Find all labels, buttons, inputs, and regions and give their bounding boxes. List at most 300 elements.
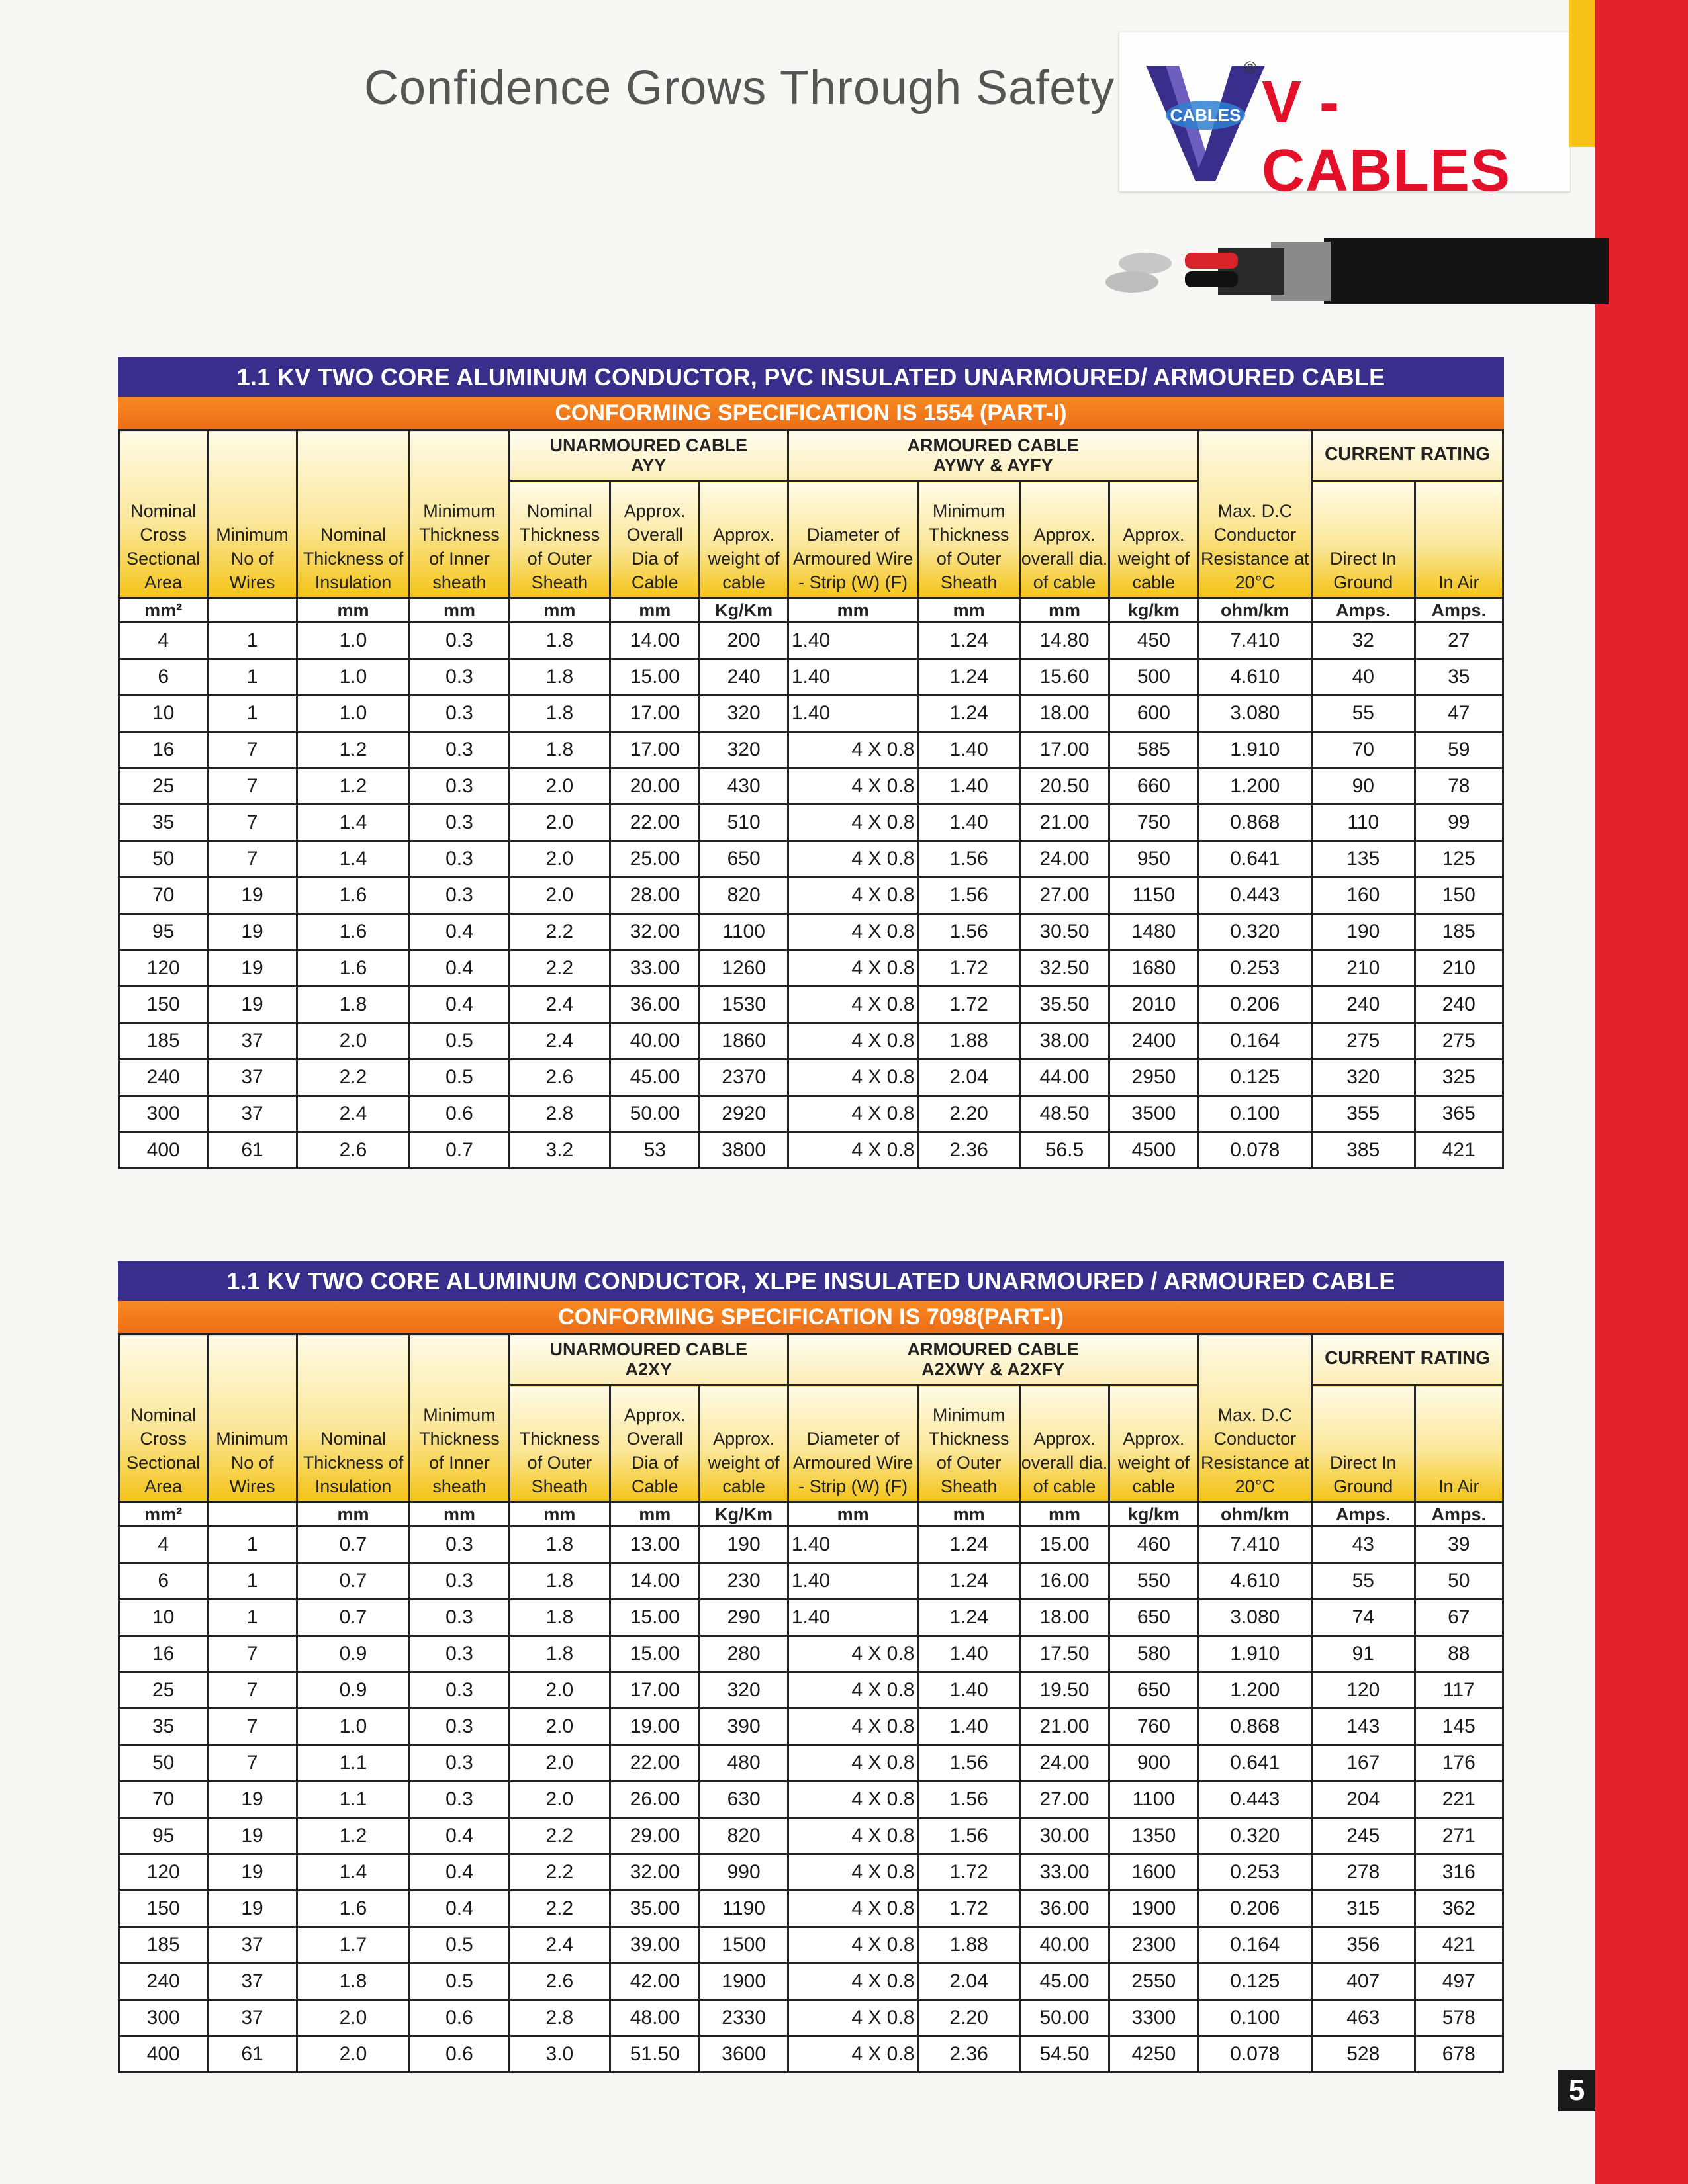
table-cell: 400: [119, 1132, 208, 1169]
table-cell: 1.72: [918, 950, 1019, 987]
table-cell: 15.00: [610, 1600, 700, 1636]
table-cell: 4 X 0.8: [788, 1891, 918, 1927]
table-cell: 3.0: [509, 2036, 610, 2073]
table-cell: 4: [119, 1527, 208, 1563]
table-cell: 0.3: [410, 768, 509, 805]
table-cell: 45.00: [1019, 1964, 1109, 2000]
table-cell: 32: [1312, 623, 1415, 659]
table-cell: 22.00: [610, 1745, 700, 1782]
table-cell: 4 X 0.8: [788, 1060, 918, 1096]
table-cell: 0.3: [410, 732, 509, 768]
table-cell: 1.56: [918, 914, 1019, 950]
table-cell: 27: [1415, 623, 1503, 659]
table-cell: 150: [119, 987, 208, 1023]
table-cell: 1.8: [509, 1563, 610, 1600]
table-cell: 3.080: [1198, 1600, 1311, 1636]
table-cell: 0.5: [410, 1060, 509, 1096]
table-cell: 1.4: [297, 1854, 409, 1891]
table-row: [119, 1636, 1503, 1672]
table-cell: 48.00: [610, 2000, 700, 2036]
table-cell: 1.0: [297, 696, 409, 732]
table-row: [119, 841, 1503, 878]
table-cell: 1.24: [918, 1527, 1019, 1563]
table-cell: 1350: [1109, 1818, 1198, 1854]
table-cell: 1.40: [788, 623, 918, 659]
table-cell: 0.9: [297, 1636, 409, 1672]
table-cell: 210: [1415, 950, 1503, 987]
table-cell: 990: [700, 1854, 788, 1891]
unit-cell: mm: [509, 598, 610, 623]
table-cell: 1.4: [297, 841, 409, 878]
table-cell: 0.7: [297, 1600, 409, 1636]
table-cell: 2.2: [509, 1854, 610, 1891]
table-row: [119, 2036, 1503, 2073]
table-row: [119, 987, 1503, 1023]
table-cell: 4: [119, 623, 208, 659]
table-cell: 1.8: [509, 732, 610, 768]
table-cell: 0.4: [410, 950, 509, 987]
table-cell: 362: [1415, 1891, 1503, 1927]
table-cell: 240: [700, 659, 788, 696]
table-cell: 4 X 0.8: [788, 1964, 918, 2000]
table-cell: 271: [1415, 1818, 1503, 1854]
table-cell: 0.7: [297, 1527, 409, 1563]
table-cell: 35: [119, 805, 208, 841]
table-cell: 6: [119, 1563, 208, 1600]
col-inner-sheath: Minimum Thickness of Inner sheath: [410, 1334, 509, 1502]
table-cell: 4 X 0.8: [788, 732, 918, 768]
col-arm-outer-sheath: Minimum Thickness of Outer Sheath: [918, 1385, 1019, 1502]
table-cell: 0.6: [410, 2000, 509, 2036]
unit-cell: [208, 598, 297, 623]
table-cell: 1.8: [297, 987, 409, 1023]
group-armoured: [788, 1334, 1198, 1385]
unit-cell: mm: [1019, 598, 1109, 623]
table-cell: 1.6: [297, 950, 409, 987]
table-cell: 0.641: [1198, 841, 1311, 878]
table-cell: 1: [208, 659, 297, 696]
table-cell: 19: [208, 1818, 297, 1854]
table-cell: 550: [1109, 1563, 1198, 1600]
table-cell: 10: [119, 1600, 208, 1636]
table-cell: 33.00: [1019, 1854, 1109, 1891]
table-cell: 1.7: [297, 1927, 409, 1964]
table-cell: 1600: [1109, 1854, 1198, 1891]
table-cell: 0.443: [1198, 878, 1311, 914]
table-cell: 99: [1415, 805, 1503, 841]
table-cell: 2.04: [918, 1964, 1019, 2000]
table-cell: 28.00: [610, 878, 700, 914]
table-cell: 1.2: [297, 1818, 409, 1854]
table-cell: 4250: [1109, 2036, 1198, 2073]
table-cell: 190: [700, 1527, 788, 1563]
table-cell: 0.6: [410, 2036, 509, 2073]
table-cell: 1.56: [918, 1745, 1019, 1782]
table-cell: 39: [1415, 1527, 1503, 1563]
table-cell: 36.00: [610, 987, 700, 1023]
col-insulation: Nominal Thickness of Insulation: [297, 1334, 409, 1502]
table-cell: 1: [208, 696, 297, 732]
table-row: [119, 1964, 1503, 2000]
table-cell: 30.50: [1019, 914, 1109, 950]
table-cell: 4 X 0.8: [788, 1096, 918, 1132]
table-cell: 1.8: [509, 696, 610, 732]
table-cell: 1680: [1109, 950, 1198, 987]
table-cell: 35.50: [1019, 987, 1109, 1023]
table-cell: 280: [700, 1636, 788, 1672]
table-cell: 1.0: [297, 623, 409, 659]
table-cell: 45.00: [610, 1060, 700, 1096]
table-cell: 2.0: [509, 878, 610, 914]
table-cell: 230: [700, 1563, 788, 1600]
table-cell: 1.56: [918, 1818, 1019, 1854]
table-cell: 1.24: [918, 659, 1019, 696]
table-cell: 0.868: [1198, 805, 1311, 841]
table-cell: 1.72: [918, 1854, 1019, 1891]
table-cell: 15.60: [1019, 659, 1109, 696]
table-cell: 240: [1312, 987, 1415, 1023]
table-cell: 1.8: [509, 659, 610, 696]
table-cell: 59: [1415, 732, 1503, 768]
table-cell: 1900: [700, 1964, 788, 2000]
table-row: [119, 1527, 1503, 1563]
table-cell: 275: [1312, 1023, 1415, 1060]
table-cell: 510: [700, 805, 788, 841]
table-cell: 2.4: [297, 1096, 409, 1132]
table-cell: 1: [208, 623, 297, 659]
table-cell: 0.4: [410, 1818, 509, 1854]
col-resistance: Max. D.C Conductor Resistance at 20°C: [1198, 1334, 1311, 1502]
unit-cell: mm: [788, 1502, 918, 1527]
table-cell: 950: [1109, 841, 1198, 878]
unit-cell: mm²: [119, 1502, 208, 1527]
group-unarmoured: [509, 430, 788, 481]
unit-cell: [208, 1502, 297, 1527]
table-cell: 0.3: [410, 1709, 509, 1745]
table-cell: 1900: [1109, 1891, 1198, 1927]
table-cell: 44.00: [1019, 1060, 1109, 1096]
unit-cell: Kg/Km: [700, 1502, 788, 1527]
table-cell: 4 X 0.8: [788, 914, 918, 950]
table-cell: 0.3: [410, 1600, 509, 1636]
table-cell: 1260: [700, 950, 788, 987]
table-cell: 2.36: [918, 1132, 1019, 1169]
unit-cell: Amps.: [1415, 598, 1503, 623]
table-cell: 21.00: [1019, 805, 1109, 841]
table-cell: 2.6: [509, 1060, 610, 1096]
table-cell: 1.910: [1198, 732, 1311, 768]
table-cell: 18.00: [1019, 696, 1109, 732]
table-cell: 185: [1415, 914, 1503, 950]
table-cell: 2.0: [297, 1023, 409, 1060]
table-cell: 356: [1312, 1927, 1415, 1964]
table-cell: 7: [208, 1672, 297, 1709]
table-cell: 1.40: [788, 696, 918, 732]
table-cell: 120: [1312, 1672, 1415, 1709]
table-cell: 1.24: [918, 1563, 1019, 1600]
table-cell: 53: [610, 1132, 700, 1169]
unit-cell: mm: [410, 598, 509, 623]
table-cell: 0.125: [1198, 1964, 1311, 2000]
table-cell: 290: [700, 1600, 788, 1636]
table-cell: 70: [119, 1782, 208, 1818]
table-cell: 275: [1415, 1023, 1503, 1060]
table-cell: 36.00: [1019, 1891, 1109, 1927]
table-cell: 40.00: [610, 1023, 700, 1060]
table-cell: 2.2: [509, 950, 610, 987]
table-cell: 900: [1109, 1745, 1198, 1782]
pvc-cable-spec-table: [118, 357, 1504, 1169]
table-cell: 25: [119, 768, 208, 805]
unit-cell: mm: [918, 1502, 1019, 1527]
table2-subtitle: CONFORMING SPECIFICATION IS 7098(PART-I): [118, 1301, 1504, 1333]
unit-cell: ohm/km: [1198, 598, 1311, 623]
table-cell: 7: [208, 732, 297, 768]
table-cell: 2.2: [509, 1818, 610, 1854]
table-cell: 678: [1415, 2036, 1503, 2073]
table-cell: 0.100: [1198, 1096, 1311, 1132]
col-wires: Minimum No of Wires: [208, 430, 297, 598]
table-cell: 2.6: [509, 1964, 610, 2000]
table-cell: 580: [1109, 1636, 1198, 1672]
table-cell: 0.164: [1198, 1927, 1311, 1964]
table1-subtitle: CONFORMING SPECIFICATION IS 1554 (PART-I): [118, 397, 1504, 429]
table-cell: 1190: [700, 1891, 788, 1927]
table-cell: 0.443: [1198, 1782, 1311, 1818]
table-cell: 1.0: [297, 659, 409, 696]
table-cell: 2.20: [918, 2000, 1019, 2036]
unit-cell: mm: [610, 1502, 700, 1527]
table-cell: 4 X 0.8: [788, 987, 918, 1023]
table-cell: 0.5: [410, 1927, 509, 1964]
table-cell: 120: [119, 950, 208, 987]
table-cell: 1.1: [297, 1745, 409, 1782]
table-cell: 1.4: [297, 805, 409, 841]
table-cell: 1.40: [788, 1563, 918, 1600]
table1-title: 1.1 KV TWO CORE ALUMINUM CONDUCTOR, PVC INSULATED UNARMOURED/ ARMOURED CABLE: [118, 357, 1504, 397]
table-cell: 1.56: [918, 841, 1019, 878]
col-arm-overall-dia: Approx. overall dia. of cable: [1019, 481, 1109, 598]
group-unarmoured-code: A2XY: [625, 1359, 673, 1379]
table-cell: 1860: [700, 1023, 788, 1060]
unit-cell: mm: [788, 598, 918, 623]
table-cell: 0.3: [410, 1527, 509, 1563]
table-cell: 3800: [700, 1132, 788, 1169]
table-cell: 578: [1415, 2000, 1503, 2036]
table-cell: 70: [119, 878, 208, 914]
table2-units-row: [119, 1502, 1503, 1527]
table-cell: 1.0: [297, 1709, 409, 1745]
table-cell: 820: [700, 1818, 788, 1854]
xlpe-cable-spec-table: [118, 1261, 1504, 2073]
table-cell: 2.0: [297, 2036, 409, 2073]
table-cell: 407: [1312, 1964, 1415, 2000]
table-cell: 95: [119, 914, 208, 950]
table-cell: 16.00: [1019, 1563, 1109, 1600]
table-cell: 1.40: [918, 1672, 1019, 1709]
table-cell: 365: [1415, 1096, 1503, 1132]
table-cell: 0.3: [410, 623, 509, 659]
table-cell: 1: [208, 1563, 297, 1600]
table-cell: 630: [700, 1782, 788, 1818]
table-cell: 463: [1312, 2000, 1415, 2036]
table-cell: 500: [1109, 659, 1198, 696]
unit-cell: mm²: [119, 598, 208, 623]
yellow-band: [1569, 0, 1595, 147]
table-cell: 1.910: [1198, 1636, 1311, 1672]
table-cell: 37: [208, 1927, 297, 1964]
table-cell: 13.00: [610, 1527, 700, 1563]
table-cell: 91: [1312, 1636, 1415, 1672]
table-row: [119, 1600, 1503, 1636]
table-cell: 0.3: [410, 1672, 509, 1709]
table-row: [119, 1563, 1503, 1600]
table-cell: 2.0: [509, 1672, 610, 1709]
table-cell: 316: [1415, 1854, 1503, 1891]
col-weight: Approx. weight of cable: [700, 1385, 788, 1502]
table-cell: 143: [1312, 1709, 1415, 1745]
table-cell: 135: [1312, 841, 1415, 878]
col-outer-sheath: Thickness of Outer Sheath: [509, 1385, 610, 1502]
table-cell: 2.0: [509, 805, 610, 841]
table-cell: 17.00: [610, 1672, 700, 1709]
table-cell: 1500: [700, 1927, 788, 1964]
table-cell: 42.00: [610, 1964, 700, 2000]
table-row: [119, 1818, 1503, 1854]
group-armoured-label: ARMOURED CABLE: [907, 435, 1079, 455]
table-cell: 660: [1109, 768, 1198, 805]
col-outer-sheath: Nominal Thickness of Outer Sheath: [509, 481, 610, 598]
table-cell: 90: [1312, 768, 1415, 805]
table-cell: 176: [1415, 1745, 1503, 1782]
table-cell: 51.50: [610, 2036, 700, 2073]
table-cell: 26.00: [610, 1782, 700, 1818]
table-row: [119, 1132, 1503, 1169]
table-cell: 300: [119, 1096, 208, 1132]
table-row: [119, 623, 1503, 659]
table-cell: 300: [119, 2000, 208, 2036]
table-cell: 460: [1109, 1527, 1198, 1563]
table-cell: 0.7: [297, 1563, 409, 1600]
table-cell: 15.00: [1019, 1527, 1109, 1563]
col-inner-sheath: Minimum Thickness of Inner sheath: [410, 430, 509, 598]
table-cell: 55: [1312, 1563, 1415, 1600]
table-cell: 1.88: [918, 1023, 1019, 1060]
table-cell: 4 X 0.8: [788, 805, 918, 841]
table-cell: 110: [1312, 805, 1415, 841]
table-cell: 2.04: [918, 1060, 1019, 1096]
table-cell: 320: [700, 1672, 788, 1709]
table-cell: 4 X 0.8: [788, 768, 918, 805]
brand-name: V - CABLES: [1262, 69, 1511, 204]
page-number: 5: [1558, 2070, 1595, 2111]
table-cell: 0.4: [410, 1854, 509, 1891]
col-armour-wire: Diameter of Armoured Wire - Strip (W) (F): [788, 481, 918, 598]
table-cell: 0.206: [1198, 1891, 1311, 1927]
table-cell: 0.3: [410, 878, 509, 914]
table-cell: 15.00: [610, 659, 700, 696]
table-cell: 50.00: [610, 1096, 700, 1132]
table-cell: 221: [1415, 1782, 1503, 1818]
table-cell: 1.8: [297, 1964, 409, 2000]
table-row: [119, 805, 1503, 841]
table-cell: 19: [208, 878, 297, 914]
table-cell: 0.3: [410, 1745, 509, 1782]
group-armoured: [788, 430, 1198, 481]
table-cell: 0.3: [410, 841, 509, 878]
table-cell: 150: [119, 1891, 208, 1927]
table-cell: 20.00: [610, 768, 700, 805]
table-cell: 48.50: [1019, 1096, 1109, 1132]
table-cell: 2550: [1109, 1964, 1198, 2000]
table-cell: 3300: [1109, 2000, 1198, 2036]
table-cell: 61: [208, 2036, 297, 2073]
slogan: Confidence Grows Through Safety: [364, 62, 1115, 114]
table-cell: 1150: [1109, 878, 1198, 914]
table-row: [119, 1745, 1503, 1782]
table-cell: 355: [1312, 1096, 1415, 1132]
table-cell: 150: [1415, 878, 1503, 914]
col-arm-weight: Approx. weight of cable: [1109, 1385, 1198, 1502]
table-cell: 16: [119, 1636, 208, 1672]
table-cell: 17.00: [610, 732, 700, 768]
table-cell: 47: [1415, 696, 1503, 732]
table-cell: 2.2: [509, 1891, 610, 1927]
table-cell: 2370: [700, 1060, 788, 1096]
table-row: [119, 659, 1503, 696]
table-cell: 19.50: [1019, 1672, 1109, 1709]
table-cell: 1.40: [918, 1636, 1019, 1672]
registered-mark: ®: [1244, 58, 1257, 77]
table-cell: 19: [208, 1891, 297, 1927]
table-cell: 0.3: [410, 659, 509, 696]
table-cell: 17.50: [1019, 1636, 1109, 1672]
table-cell: 4 X 0.8: [788, 1672, 918, 1709]
unit-cell: Amps.: [1312, 1502, 1415, 1527]
table-cell: 27.00: [1019, 1782, 1109, 1818]
table-cell: 1.6: [297, 878, 409, 914]
col-in-air: In Air: [1415, 1385, 1503, 1502]
table-cell: 2.8: [509, 1096, 610, 1132]
table-cell: 6: [119, 659, 208, 696]
col-arm-outer-sheath: Minimum Thickness of Outer Sheath: [918, 481, 1019, 598]
col-wires: Minimum No of Wires: [208, 1334, 297, 1502]
table-cell: 54.50: [1019, 2036, 1109, 2073]
table-cell: 2.4: [509, 1927, 610, 1964]
table-cell: 50.00: [1019, 2000, 1109, 2036]
table-cell: 120: [119, 1854, 208, 1891]
table-cell: 7.410: [1198, 1527, 1311, 1563]
unit-cell: mm: [610, 598, 700, 623]
group-current-rating: CURRENT RATING: [1312, 1334, 1503, 1385]
group-unarmoured-label: UNARMOURED CABLE: [549, 435, 747, 455]
table-cell: 40.00: [1019, 1927, 1109, 1964]
group-unarmoured-label: UNARMOURED CABLE: [549, 1340, 747, 1359]
table-cell: 32.00: [610, 914, 700, 950]
table-cell: 2.0: [509, 1709, 610, 1745]
table-cell: 421: [1415, 1927, 1503, 1964]
table-cell: 0.164: [1198, 1023, 1311, 1060]
table-cell: 14.00: [610, 623, 700, 659]
table-cell: 1.40: [788, 1600, 918, 1636]
table-cell: 43: [1312, 1527, 1415, 1563]
table-cell: 185: [119, 1927, 208, 1964]
red-strip: [1595, 0, 1688, 2184]
group-unarmoured: [509, 1334, 788, 1385]
table-cell: 2.2: [509, 914, 610, 950]
unit-cell: mm: [297, 598, 409, 623]
table-cell: 2.20: [918, 1096, 1019, 1132]
